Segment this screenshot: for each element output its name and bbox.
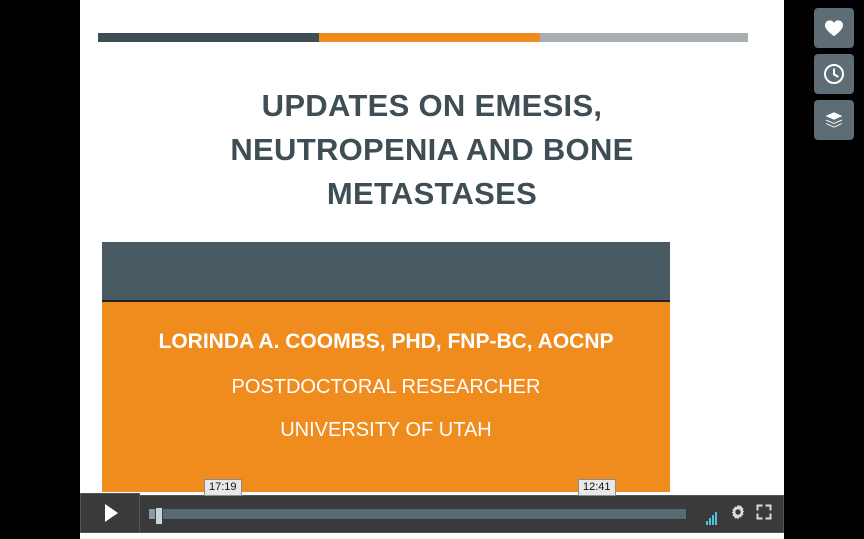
heart-icon	[823, 18, 845, 38]
gear-icon	[729, 503, 747, 526]
slide-title-line-2: NEUTROPENIA AND BONE	[230, 132, 634, 167]
total-time-label: 12:41	[578, 479, 616, 496]
slide-canvas	[80, 0, 784, 539]
slide-title-line-3: METASTASES	[326, 176, 538, 211]
favorite-button[interactable]	[814, 8, 854, 48]
accent-segment-orange	[319, 33, 540, 42]
player-controls[interactable]	[80, 481, 784, 533]
presenter-name: LORINDA A. COOMBS, PHD, FNP-BC, AOCNP	[158, 330, 614, 353]
control-track[interactable]	[140, 481, 784, 533]
seek-slider[interactable]	[148, 508, 687, 520]
accent-segment-dark	[98, 33, 319, 42]
seek-handle[interactable]	[155, 507, 163, 525]
volume-button[interactable]	[701, 503, 723, 525]
fullscreen-icon	[755, 503, 773, 526]
side-action-bar	[814, 8, 854, 140]
play-button[interactable]	[80, 493, 140, 533]
accent-segment-gray	[540, 33, 748, 42]
presenter-panel	[102, 300, 670, 492]
fullscreen-button[interactable]	[753, 503, 775, 525]
volume-bars-icon	[706, 511, 718, 525]
slide-title-line-1: UPDATES ON EMESIS,	[261, 88, 603, 123]
slide-title	[120, 84, 744, 216]
playlist-button[interactable]	[814, 100, 854, 140]
presenter-affiliation: UNIVERSITY OF UTAH	[280, 419, 492, 441]
slide-accent-rule	[98, 33, 748, 42]
watch-later-button[interactable]	[814, 54, 854, 94]
stack-icon	[823, 109, 845, 131]
clock-icon	[823, 63, 845, 85]
slide-dark-band	[102, 242, 670, 300]
elapsed-time-label: 17:19	[204, 479, 242, 496]
presenter-role: POSTDOCTORAL RESEARCHER	[231, 376, 541, 398]
play-icon	[105, 504, 118, 522]
settings-button[interactable]	[727, 503, 749, 525]
